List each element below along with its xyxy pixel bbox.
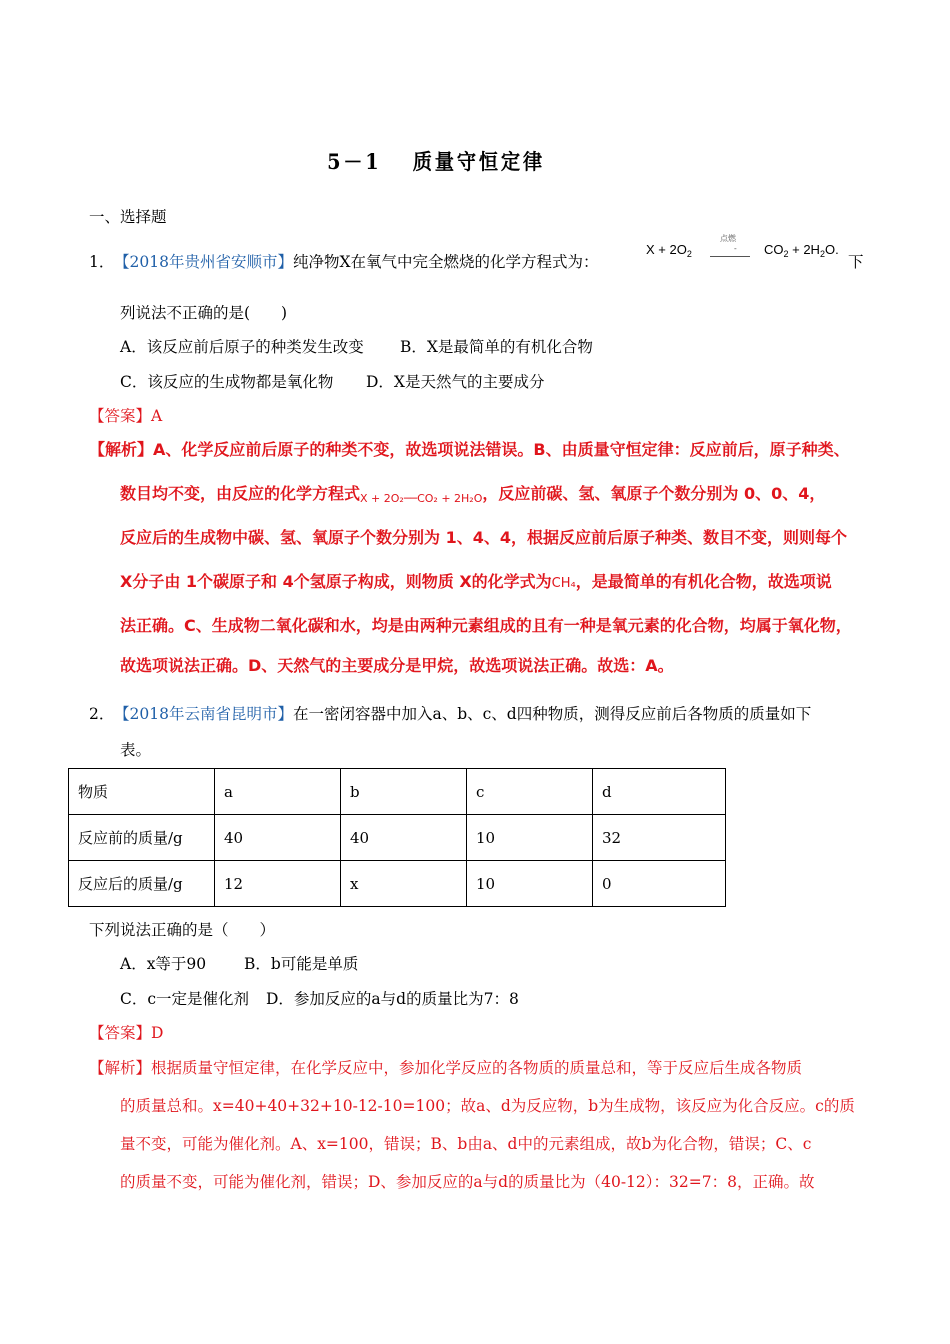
q1-option-c: C．该反应的生成物都是氧化物 bbox=[120, 373, 334, 391]
q2-stem-text: 在一密闭容器中加入a、b、c、d四种物质，测得反应前后各物质的质量如下 bbox=[292, 705, 812, 723]
q1-stem-line2: 列说法不正确的是( ) bbox=[120, 304, 288, 322]
table-cell: a bbox=[215, 769, 341, 815]
q1-explanation-equation: X + 2O₂──CO₂ + 2H₂O bbox=[360, 492, 483, 505]
q1-option-d: D．X是天然气的主要成分 bbox=[366, 373, 545, 391]
table-cell: 40 bbox=[341, 815, 467, 861]
table-cell: 反应后的质量/g bbox=[69, 861, 215, 907]
table-cell: 10 bbox=[467, 861, 593, 907]
q1-source: 【2018年贵州省安顺市】 bbox=[114, 253, 293, 271]
q2-option-d: D．参加反应的a与d的质量比为7：8 bbox=[266, 990, 519, 1008]
table-cell: 40 bbox=[215, 815, 341, 861]
q2-stem-line2: 表。 bbox=[120, 741, 152, 759]
q1-eq-condition: 点燃 bbox=[720, 234, 736, 243]
q2-option-b: B．b可能是单质 bbox=[244, 955, 359, 973]
table-header-row bbox=[69, 769, 726, 815]
q2-option-a: A．x等于90 bbox=[120, 955, 207, 973]
q2-stem bbox=[114, 702, 811, 724]
q2-option-c: C．c一定是催化剂 bbox=[120, 990, 250, 1008]
q2-explanation-line2: 的质量总和。x=40+40+32+10-12-10=100；故a、d为反应物，b为生成物，该反应为化合反应。c的质 bbox=[120, 1097, 855, 1115]
q2-number: 2． bbox=[89, 705, 115, 723]
q1-explanation-formula: CH₄ bbox=[551, 576, 576, 591]
q1-option-b: B．X是最简单的有机化合物 bbox=[400, 338, 593, 356]
q1-stem bbox=[114, 250, 599, 272]
q1-option-a: A．该反应前后原子的种类发生改变 bbox=[120, 338, 364, 356]
table-cell: b bbox=[341, 769, 467, 815]
table-cell: d bbox=[593, 769, 726, 815]
q1-explanation-line5: 法正确。C、生成物二氧化碳和水，均是由两种元素组成的且有一种是氧元素的化合物，均属于氧化物， bbox=[120, 616, 852, 635]
table-cell: 物质 bbox=[69, 769, 215, 815]
table-cell: x bbox=[341, 861, 467, 907]
table-cell: 反应前的质量/g bbox=[69, 815, 215, 861]
section-heading: 一、选择题 bbox=[89, 208, 167, 226]
q1-explanation-line4: X分子由 1个碳原子和 4个氢原子构成，则物质 X的化学式为CH₄，是最简单的有机化合物，故选项说 bbox=[120, 572, 832, 591]
q1-stem-text: 纯净物X在氧气中完全燃烧的化学方程式为： bbox=[292, 253, 599, 271]
q2-explanation-line3: 量不变，可能为催化剂。A、x=100，错误；B、b由a、d中的元素组成，故b为化合物，错误；C、c bbox=[120, 1135, 812, 1153]
q2-answer: 【答案】D bbox=[89, 1024, 164, 1042]
q2-table bbox=[68, 768, 726, 907]
q1-explanation-line2: 数目均不变，由反应的化学方程式X + 2O₂──CO₂ + 2H₂O，反应前碳、氢、氧原子个数分别为 0、0、4， bbox=[120, 484, 826, 505]
table-cell: 10 bbox=[467, 815, 593, 861]
q1-answer: 【答案】A bbox=[89, 407, 163, 425]
table-cell: 12 bbox=[215, 861, 341, 907]
page-title: 5－1 质量守恒定律 bbox=[327, 149, 545, 174]
q1-explanation-line1: 【解析】A、化学反应前后原子的种类不变，故选项说法错误。B、由质量守恒定律：反应前后，原子种类、 bbox=[89, 440, 850, 459]
table-row bbox=[69, 861, 726, 907]
q2-prompt: 下列说法正确的是（ ） bbox=[89, 921, 276, 939]
table-row bbox=[69, 815, 726, 861]
q1-explanation-line6: 故选项说法正确。D、天然气的主要成分是甲烷，故选项说法正确。故选：A。 bbox=[120, 656, 674, 675]
q1-equation: $X + 2O_2$ 点燃 - $CO_2 + 2H_2O$. bbox=[646, 234, 839, 259]
table-cell: 32 bbox=[593, 815, 726, 861]
q1-explanation-line3: 反应后的生成物中碳、氢、氧原子个数分别为 1、4、4，根据反应前后原子种类、数目不变，则则每个 bbox=[120, 528, 847, 547]
q1-eq-arrow bbox=[710, 256, 750, 257]
q2-source: 【2018年云南省昆明市】 bbox=[114, 705, 293, 723]
q2-explanation-line1: 【解析】根据质量守恒定律，在化学反应中，参加化学反应的各物质的质量总和，等于反应后生成各物质 bbox=[89, 1059, 803, 1077]
q1-stem-tail: 下 bbox=[848, 253, 864, 271]
q2-explanation-line4: 的质量不变，可能为催化剂，错误；D、参加反应的a与d的质量比为（40-12）：32=7：8，正确。故 bbox=[120, 1173, 815, 1191]
table-cell: c bbox=[467, 769, 593, 815]
q1-number: 1． bbox=[89, 253, 115, 271]
table-cell: 0 bbox=[593, 861, 726, 907]
